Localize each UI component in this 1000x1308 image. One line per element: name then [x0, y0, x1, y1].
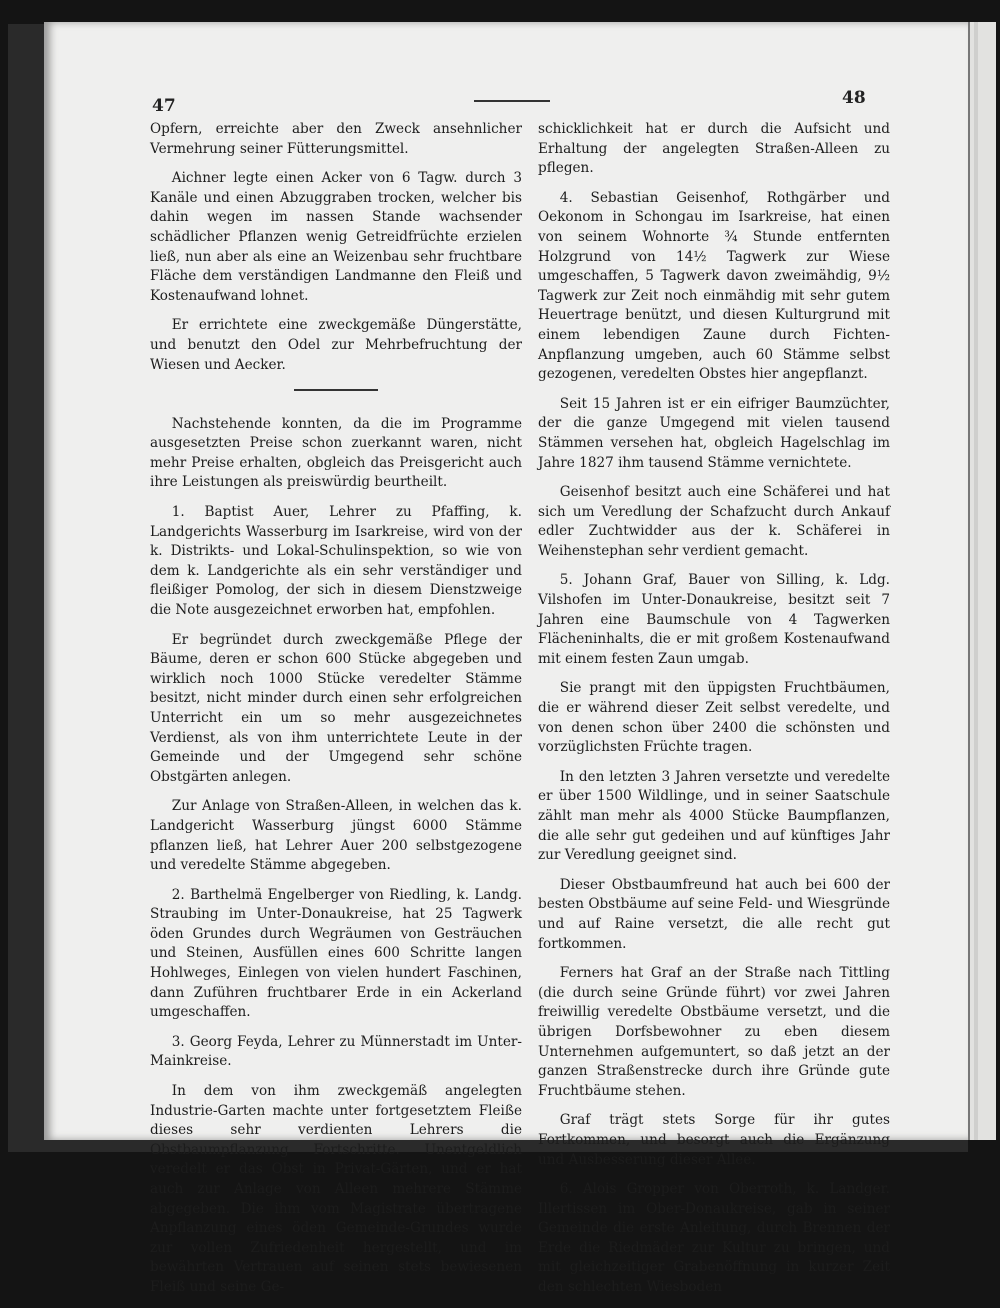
paragraph: 2. Barthelmä Engelberger von Riedling, k. Landg. Straubing im Unter-Donaukreise, hat 25 Tagwerk öden Grundes durch Wegräumen von Gesträuchen und Steinen, Ausfüllen eines 600 Schritte langen Hohlweges, Einlegen von vielen hundert Faschinen, dann Zuführen fruchtbarer Erde in ein Ackerland umgeschaffen. [150, 886, 522, 1021]
paragraph: Er begründet durch zweckgemäße Pflege der Bäume, deren er schon 600 Stücke abgegeben und wirklich noch 1000 Stücke veredelter Stämme besitzt, nicht minder durch einen sehr erfolgreichen Unterricht ein um so mehr ausgezeichnetes Verdienst, als von ihm unterrichtete Leute in der Gemeinde und der Umgegend sehr schöne Obstgärten anlegen. [150, 631, 522, 785]
paragraph: Geisenhof besitzt auch eine Schäferei und hat sich um Veredlung der Schafzucht durch Ankauf edler Zuchtwidder aus der k. Schäferei in Weihenstephan sehr verdient gemacht. [538, 484, 890, 559]
paragraph: Opfern, erreichte aber den Zweck ansehnlicher Vermehrung seiner Fütterungsmittel. [150, 121, 522, 157]
paragraph: schicklichkeit hat er durch die Aufsicht und Erhaltung der angelegten Straßen-Alleen zu pflegen. [538, 121, 890, 177]
next-page-edge [968, 22, 996, 1140]
paragraph: 4. Sebastian Geisenhof, Rothgärber und Oekonom in Schongau im Isarkreise, hat einen von seinem Wohnorte ¾ Stunde entfernten Holzgrund von 14½ Tagwerk zur Wiese umgeschaffen, 5 Tagwerk davon zweimähdig, 9½ Tagwerk zur Zeit noch einmähdig mit sehr gutem Heuertrage benützt, und diesen Kulturgrund mit einem lebendigen Zaune durch Fichten-Anpflanzung umgeben, auch 60 Stämme selbst gezogenen, veredelten Obstes hier angepflanzt. [538, 189, 890, 383]
header-rule [474, 100, 550, 102]
paragraph: 5. Johann Graf, Bauer von Silling, k. Ldg. Vilshofen im Unter-Donaukreise, besitzt seit 7 Jahren eine Baumschule von 4 Tagwerken Flächeninhalts, die er mit großem Kostenaufwand mit einem festen Zaun umgab. [538, 572, 890, 667]
paragraph: Graf trägt stets Sorge für ihr gutes Fortkommen, und besorgt auch die Ergänzung und Ausbesserung dieser Allee. [538, 1112, 890, 1168]
page-edge-line [974, 22, 978, 1140]
paragraph: Zur Anlage von Straßen-Alleen, in welchen das k. Landgericht Wasserburg jüngst 6000 Stämme pflanzen ließ, hat Lehrer Auer 200 selbstgezogene und veredelte Stämme abgegeben. [150, 798, 522, 874]
paragraph: Er errichtete eine zweckgemäße Düngerstätte, und benutzt den Odel zur Mehrbefruchtung der Wiesen und Aecker. [150, 317, 522, 373]
paragraph: 1. Baptist Auer, Lehrer zu Pfaffing, k. Landgerichts Wasserburg im Isarkreise, wird von der k. Distrikts- und Lokal-Schulinspektion, so wie von dem k. Landgerichte als ein sehr verständiger und fleißiger Pomolog, der sich in diesem Dienstzweige die Note ausgezeichnet erworben hat, empfohlen. [150, 504, 522, 618]
left-text-column [150, 120, 522, 1308]
paragraph: Ferners hat Graf an der Straße nach Tittling (die durch seine Gründe führt) vor zwei Jahren freiwillig veredelte Obstbäume versetzt, und die übrigen Dorfsbewohner zu eben diesem Unternehmen aufgemuntert, so daß jetzt an der ganzen Straßenstrecke durch ihre Gründe gute Fruchtbäume stehen. [538, 965, 890, 1099]
page-number-left: 47 [152, 96, 176, 116]
paragraph: Nachstehende konnten, da die im Programme ausgesetzten Preise schon zuerkannt waren, nicht mehr Preise erhalten, obgleich das Preisgericht auch ihre Leistungen als preiswürdig beurtheilt. [150, 415, 522, 491]
page-number-right: 48 [842, 88, 866, 108]
paragraph: In dem von ihm zweckgemäß angelegten Industrie-Garten machte unter fortgesetztem Fleiße dieses sehr verdienten Lehrers die Obstbaumpflanzung Fortschritte. Unentgeldlich veredelt er das Obst in Privat-Gärten, und er hat auch zur Anlage von Alleen mehrere Stämme abgegeben. Die ihm vom Magistrate übertragene Anpflanzung eines öden Gemeinde-Grundes wurde zur vollen Zufriedenheit hergestellt, und im bewährten Vertrauen auf seinen stets bewiesenen Fleiß und seine Ge- [150, 1083, 522, 1295]
right-text-column [538, 120, 890, 1308]
paragraph: 3. Georg Feyda, Lehrer zu Münnerstadt im Unter-Mainkreise. [150, 1033, 522, 1070]
paragraph: Seit 15 Jahren ist er ein eifriger Baumzüchter, der die ganze Umgegend mit vielen tausend Stämmen versehen hat, obgleich Hagelschlag im Jahre 1827 ihm tausend Stämme vernichtete. [538, 395, 890, 471]
paragraph: Dieser Obstbaumfreund hat auch bei 600 der besten Obstbäume auf seine Feld- und Wiesgründe und auf Raine versetzt, die alle recht gut fortkommen. [538, 876, 890, 952]
paragraph: 6. Alois Gropper von Oberroth, k. Landger. Illertissen im Ober-Donaukreise, gab in seiner Gemeinde die erste Anleitung, durch Brennen der Erde die Riedmäder zur Kultur zu bringen, und mit gleichzeitiger Grabenöffnung in kurzer Zeit den schlechten Wiesboden [538, 1181, 890, 1296]
paragraph: Sie prangt mit den üppigsten Fruchtbäumen, die er während dieser Zeit selbst veredelte, und von denen schon über 2400 die schönsten und vorzüglichsten Früchte tragen. [538, 680, 890, 756]
paragraph: In den letzten 3 Jahren versetzte und veredelte er über 1500 Wildlinge, und in seiner Saatschule zählt man mehr als 4000 Stücke Baumpflanzen, die alle sehr gut gedeihen und auf künftiges Jahr zur Veredlung geeignet sind. [538, 768, 890, 864]
paragraph: Aichner legte einen Acker von 6 Tagw. durch 3 Kanäle und einen Abzuggraben trocken, welcher bis dahin wegen im nassen Stande wachsender schädlicher Pflanzen wenig Getreidfrüchte erzielen ließ, nun aber als eine an Weizenbau sehr fruchtbare Fläche dem verständigen Landmanne den Fleiß und Kostenaufwand lohnet. [150, 170, 522, 304]
section-divider [294, 389, 378, 391]
